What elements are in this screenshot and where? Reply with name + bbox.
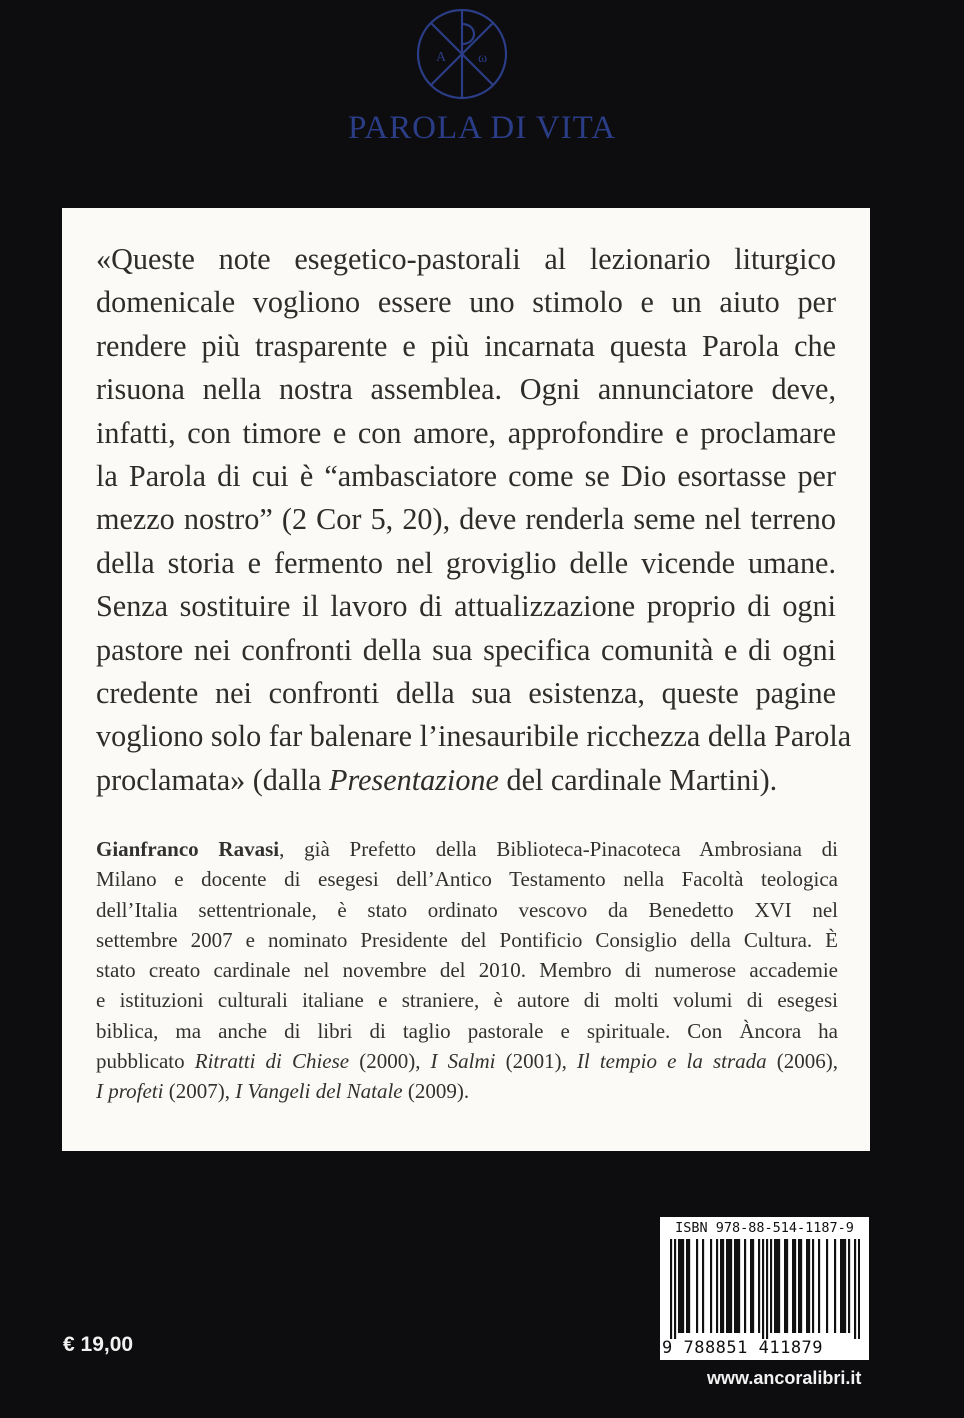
bio-line bbox=[96, 1076, 838, 1106]
bio-line bbox=[96, 1016, 838, 1046]
bio-text: (2006), bbox=[766, 1049, 838, 1074]
bio-line bbox=[96, 834, 838, 864]
quote-text: risuona nella nostra assemblea. Ogni annunciatore deve, bbox=[96, 372, 836, 407]
quote-line bbox=[96, 759, 836, 802]
quote-text: mezzo nostro” (2 Cor 5, 20), deve renderla seme nel terreno bbox=[96, 502, 836, 537]
bio-line bbox=[96, 985, 838, 1015]
barcode-bar bbox=[844, 1239, 846, 1333]
bio-text: (2007), bbox=[163, 1079, 236, 1104]
barcode-bar bbox=[826, 1239, 828, 1333]
series-title: PAROLA DI VITA bbox=[347, 110, 617, 146]
bio-line bbox=[96, 864, 838, 894]
quote-line bbox=[96, 715, 852, 758]
bio-text: Milano e docente di esegesi dell’Antico Testamento nella Facoltà teologica bbox=[96, 867, 838, 892]
isbn-label: ISBN 978-88-514-1187-9 bbox=[675, 1220, 854, 1236]
blurb-quote bbox=[96, 238, 852, 802]
quote-line bbox=[96, 542, 836, 585]
quote-text: rendere più trasparente e più incarnata questa Parola che bbox=[96, 328, 836, 363]
barcode-bar bbox=[854, 1239, 856, 1339]
barcode-bar bbox=[710, 1239, 712, 1333]
barcode bbox=[670, 1239, 860, 1339]
barcode-bar bbox=[812, 1239, 814, 1333]
quote-text: infatti, con timore e con amore, approfondire e proclamare bbox=[96, 415, 836, 450]
quote-text: della storia e fermento nel groviglio delle vicende umane. bbox=[96, 545, 836, 580]
barcode-bar bbox=[752, 1239, 754, 1333]
quote-text: pastore nei confronti della sua specifica comunità e di ogni bbox=[96, 632, 836, 667]
quote-text: Senza sostituire il lavoro di attualizzazione proprio di ogni bbox=[96, 589, 836, 624]
quote-line bbox=[96, 238, 836, 281]
barcode-bar bbox=[678, 1239, 680, 1333]
quote-text: Presentazione bbox=[329, 762, 499, 797]
bio-text: (2000), bbox=[349, 1049, 431, 1074]
barcode-bar bbox=[688, 1239, 690, 1333]
quote-text: «Queste note esegetico-pastorali al lezionario liturgico bbox=[96, 242, 836, 276]
barcode-bar bbox=[750, 1239, 752, 1333]
barcode-bar bbox=[858, 1239, 860, 1339]
barcode-bar bbox=[766, 1239, 768, 1339]
quote-text: la Parola di cui è “ambasciatore come se Dio esortasse per bbox=[96, 458, 836, 493]
bio-text: dell’Italia settentrionale, è stato ordinato vescovo da Benedetto XVI nel bbox=[96, 897, 838, 922]
barcode-bar bbox=[776, 1239, 778, 1333]
bio-text: (2001), bbox=[495, 1049, 577, 1074]
alpha-letter: A bbox=[436, 50, 447, 65]
barcode-bar bbox=[730, 1239, 732, 1333]
bio-text: I profeti bbox=[96, 1079, 164, 1104]
barcode-bar bbox=[818, 1239, 820, 1333]
bio-text: (2009). bbox=[402, 1079, 470, 1104]
bio-line bbox=[96, 895, 838, 925]
quote-line bbox=[96, 585, 836, 628]
barcode-bar bbox=[686, 1239, 688, 1333]
barcode-bar bbox=[702, 1239, 704, 1333]
barcode-bar bbox=[722, 1239, 724, 1333]
barcode-bar bbox=[798, 1239, 800, 1333]
quote-text: domenicale vogliono essere uno stimolo e un aiuto per bbox=[96, 285, 836, 320]
bio-text: I Vangeli del Natale bbox=[235, 1079, 403, 1104]
barcode-bar bbox=[734, 1239, 736, 1333]
barcode-bar bbox=[744, 1239, 746, 1333]
barcode-bar bbox=[670, 1239, 672, 1339]
barcode-bar bbox=[720, 1239, 722, 1333]
bio-text: e istituzioni culturali italiane e straniere, è autore di molti volumi di esegesi bbox=[96, 988, 838, 1013]
author-name: Gianfranco Ravasi bbox=[96, 837, 280, 861]
bio-text: Il tempio e la strada bbox=[576, 1049, 767, 1074]
isbn-barcode-block bbox=[660, 1217, 869, 1360]
quote-line bbox=[96, 629, 836, 672]
barcode-bar bbox=[840, 1239, 842, 1333]
bio-text: I Salmi bbox=[430, 1049, 496, 1074]
quote-text: del cardinale Martini). bbox=[498, 762, 778, 797]
bio-line bbox=[96, 1046, 838, 1076]
bio-text: stato creato cardinale nel novembre del 2010. Membro di numerose accademie bbox=[96, 958, 838, 983]
barcode-bar bbox=[770, 1239, 772, 1333]
barcode-bar bbox=[736, 1239, 738, 1333]
omega-letter: ω bbox=[478, 51, 488, 66]
quote-line bbox=[96, 498, 836, 541]
barcode-bar bbox=[716, 1239, 718, 1333]
chi-rho-alpha-omega-icon bbox=[416, 8, 508, 100]
bio-line bbox=[96, 955, 838, 985]
bio-text: pubblicato bbox=[96, 1049, 195, 1074]
quote-text: vogliono solo far balenare l’inesauribile ricchezza della Parola bbox=[96, 719, 852, 754]
barcode-bar bbox=[696, 1239, 698, 1333]
barcode-bar bbox=[794, 1239, 796, 1333]
barcode-bar bbox=[806, 1239, 808, 1333]
publisher-website: www.ancoralibri.it bbox=[707, 1368, 862, 1388]
barcode-bar bbox=[792, 1239, 794, 1333]
barcode-bar bbox=[728, 1239, 730, 1333]
text-panel bbox=[62, 208, 870, 1151]
barcode-bar bbox=[778, 1239, 780, 1333]
barcode-bar bbox=[674, 1239, 676, 1339]
quote-line bbox=[96, 672, 836, 715]
price: € 19,00 bbox=[63, 1333, 134, 1356]
barcode-bar bbox=[762, 1239, 764, 1339]
barcode-bar bbox=[738, 1239, 740, 1333]
bio-text: , già Prefetto della Biblioteca-Pinacoteca Ambrosiana di bbox=[279, 837, 838, 861]
barcode-bar bbox=[842, 1239, 844, 1333]
author-bio bbox=[96, 834, 838, 1107]
bio-text: settembre 2007 e nominato Presidente del Pontificio Consiglio della Cultura. È bbox=[96, 927, 838, 952]
quote-line bbox=[96, 368, 836, 411]
barcode-bar bbox=[784, 1239, 786, 1333]
quote-text: credente nei confronti della sua esistenza, queste pagine bbox=[96, 675, 836, 710]
barcode-bar bbox=[834, 1239, 836, 1333]
barcode-bar bbox=[680, 1239, 682, 1333]
quote-text: proclamata» (dalla bbox=[96, 762, 329, 797]
barcode-bar bbox=[786, 1239, 788, 1333]
quote-line bbox=[96, 455, 836, 498]
quote-line bbox=[96, 412, 836, 455]
quote-line bbox=[96, 325, 836, 368]
barcode-bar bbox=[848, 1239, 850, 1333]
barcode-bar bbox=[800, 1239, 802, 1333]
barcode-bar bbox=[808, 1239, 810, 1333]
quote-line bbox=[96, 281, 836, 324]
bio-text: biblica, ma anche di libri di taglio pastorale e spirituale. Con Àncora ha bbox=[96, 1018, 838, 1043]
barcode-bar bbox=[682, 1239, 684, 1333]
bio-text: Ritratti di Chiese bbox=[194, 1049, 350, 1074]
barcode-bar bbox=[726, 1239, 728, 1333]
barcode-bar bbox=[774, 1239, 776, 1333]
bio-line bbox=[96, 925, 838, 955]
barcode-digits: 9 788851 411879 bbox=[662, 1338, 824, 1358]
barcode-bar bbox=[758, 1239, 760, 1333]
